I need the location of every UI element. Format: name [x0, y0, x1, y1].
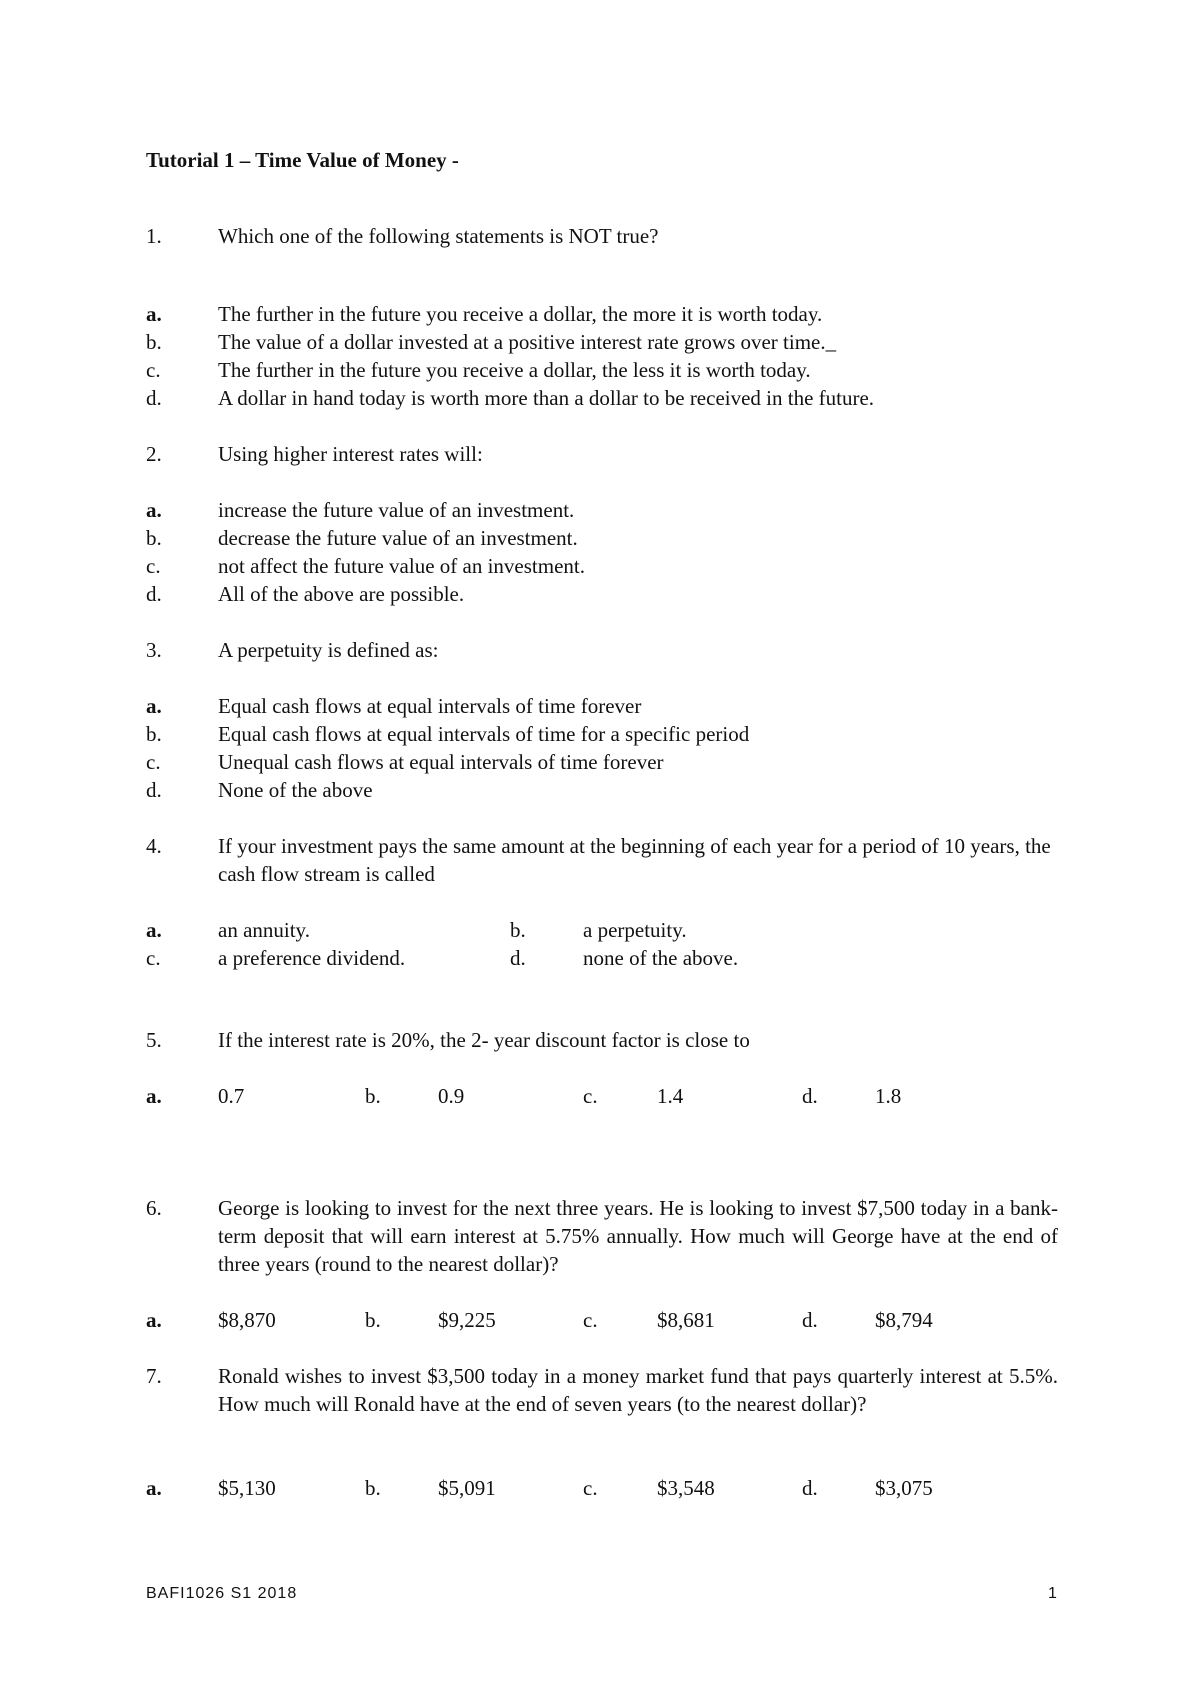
option-text: a preference dividend.	[218, 946, 406, 970]
question-number: 1.	[146, 224, 162, 248]
question-number: 3.	[146, 638, 162, 662]
option-text: Equal cash flows at equal intervals of time for a specific period	[218, 722, 750, 746]
option-text: $3,548	[657, 1476, 715, 1500]
question-text: Ronald wishes to invest $3,500 today in a money market fund that pays quarterly interest at 5.5%. How much will Ronald have at the end of seven years (to the nearest dollar)?	[218, 1364, 1058, 1416]
option-text: 1.8	[875, 1084, 902, 1108]
footer-course-code: BAFI1026 S1 2018	[146, 1585, 298, 1602]
option-label: c.	[146, 946, 161, 970]
option-text: $5,091	[438, 1476, 496, 1500]
option-label: d.	[146, 778, 162, 802]
option-text: not affect the future value of an investment.	[218, 554, 585, 578]
option-text: A dollar in hand today is worth more than a dollar to be received in the future.	[218, 386, 875, 410]
question-text: If your investment pays the same amount at the beginning of each year for a period of 10 years, the cash flow stream is called	[218, 834, 1051, 886]
option-label: b.	[365, 1476, 381, 1500]
question-number: 6.	[146, 1196, 162, 1220]
option-text: $9,225	[438, 1308, 496, 1332]
option-label: c.	[146, 358, 161, 382]
question-text: Which one of the following statements is NOT true?	[218, 224, 659, 248]
question-text: Using higher interest rates will:	[218, 442, 483, 466]
option-text: Unequal cash flows at equal intervals of time forever	[218, 750, 664, 774]
page-title: Tutorial 1 – Time Value of Money -	[146, 148, 459, 172]
option-text: $8,681	[657, 1308, 715, 1332]
option-text: The further in the future you receive a dollar, the more it is worth today.	[218, 302, 823, 326]
option-text: $8,870	[218, 1308, 276, 1332]
option-label: a.	[146, 1476, 162, 1500]
option-label: d.	[146, 582, 162, 606]
option-text: none of the above.	[583, 946, 739, 970]
option-label: c.	[583, 1308, 598, 1332]
option-text: All of the above are possible.	[218, 582, 465, 606]
question-number: 4.	[146, 834, 162, 858]
option-label: b.	[146, 526, 162, 550]
question-text: A perpetuity is defined as:	[218, 638, 439, 662]
question-text: George is looking to invest for the next three years. He is looking to invest $7,500 today in a bank-term deposit that will earn interest at 5.75% annually. How much will George have at the end of three years (round to the nearest dollar)?	[218, 1196, 1058, 1276]
option-label: a.	[146, 302, 162, 326]
option-label: c.	[146, 554, 161, 578]
option-text: a perpetuity.	[583, 918, 687, 942]
option-label: b.	[146, 330, 162, 354]
option-text: The value of a dollar invested at a positive interest rate grows over time._	[218, 330, 837, 354]
option-text: decrease the future value of an investment.	[218, 526, 578, 550]
option-label: a.	[146, 918, 162, 942]
option-text: The further in the future you receive a dollar, the less it is worth today.	[218, 358, 811, 382]
option-label: d.	[802, 1084, 818, 1108]
option-text: None of the above	[218, 778, 373, 802]
option-label: c.	[583, 1476, 598, 1500]
option-text: 1.4	[657, 1084, 684, 1108]
option-text: 0.9	[438, 1084, 465, 1108]
question-number: 2.	[146, 442, 162, 466]
option-label: b.	[146, 722, 162, 746]
option-label: d.	[802, 1476, 818, 1500]
option-label: a.	[146, 1084, 162, 1108]
option-label: b.	[510, 918, 526, 942]
option-text: $3,075	[875, 1476, 933, 1500]
option-text: 0.7	[218, 1084, 245, 1108]
question-number: 7.	[146, 1364, 162, 1388]
option-label: d.	[802, 1308, 818, 1332]
option-label: a.	[146, 498, 162, 522]
option-label: b.	[365, 1084, 381, 1108]
option-label: c.	[146, 750, 161, 774]
option-text: $5,130	[218, 1476, 276, 1500]
page-number: 1	[1048, 1585, 1058, 1602]
option-text: Equal cash flows at equal intervals of time forever	[218, 694, 642, 718]
option-text: an annuity.	[218, 918, 310, 942]
option-label: d.	[146, 386, 162, 410]
option-label: c.	[583, 1084, 598, 1108]
option-label: a.	[146, 694, 162, 718]
question-number: 5.	[146, 1028, 162, 1052]
option-label: d.	[510, 946, 526, 970]
option-text: $8,794	[875, 1308, 933, 1332]
option-label: a.	[146, 1308, 162, 1332]
option-label: b.	[365, 1308, 381, 1332]
option-text: increase the future value of an investment.	[218, 498, 575, 522]
question-text: If the interest rate is 20%, the 2- year discount factor is close to	[218, 1028, 750, 1052]
